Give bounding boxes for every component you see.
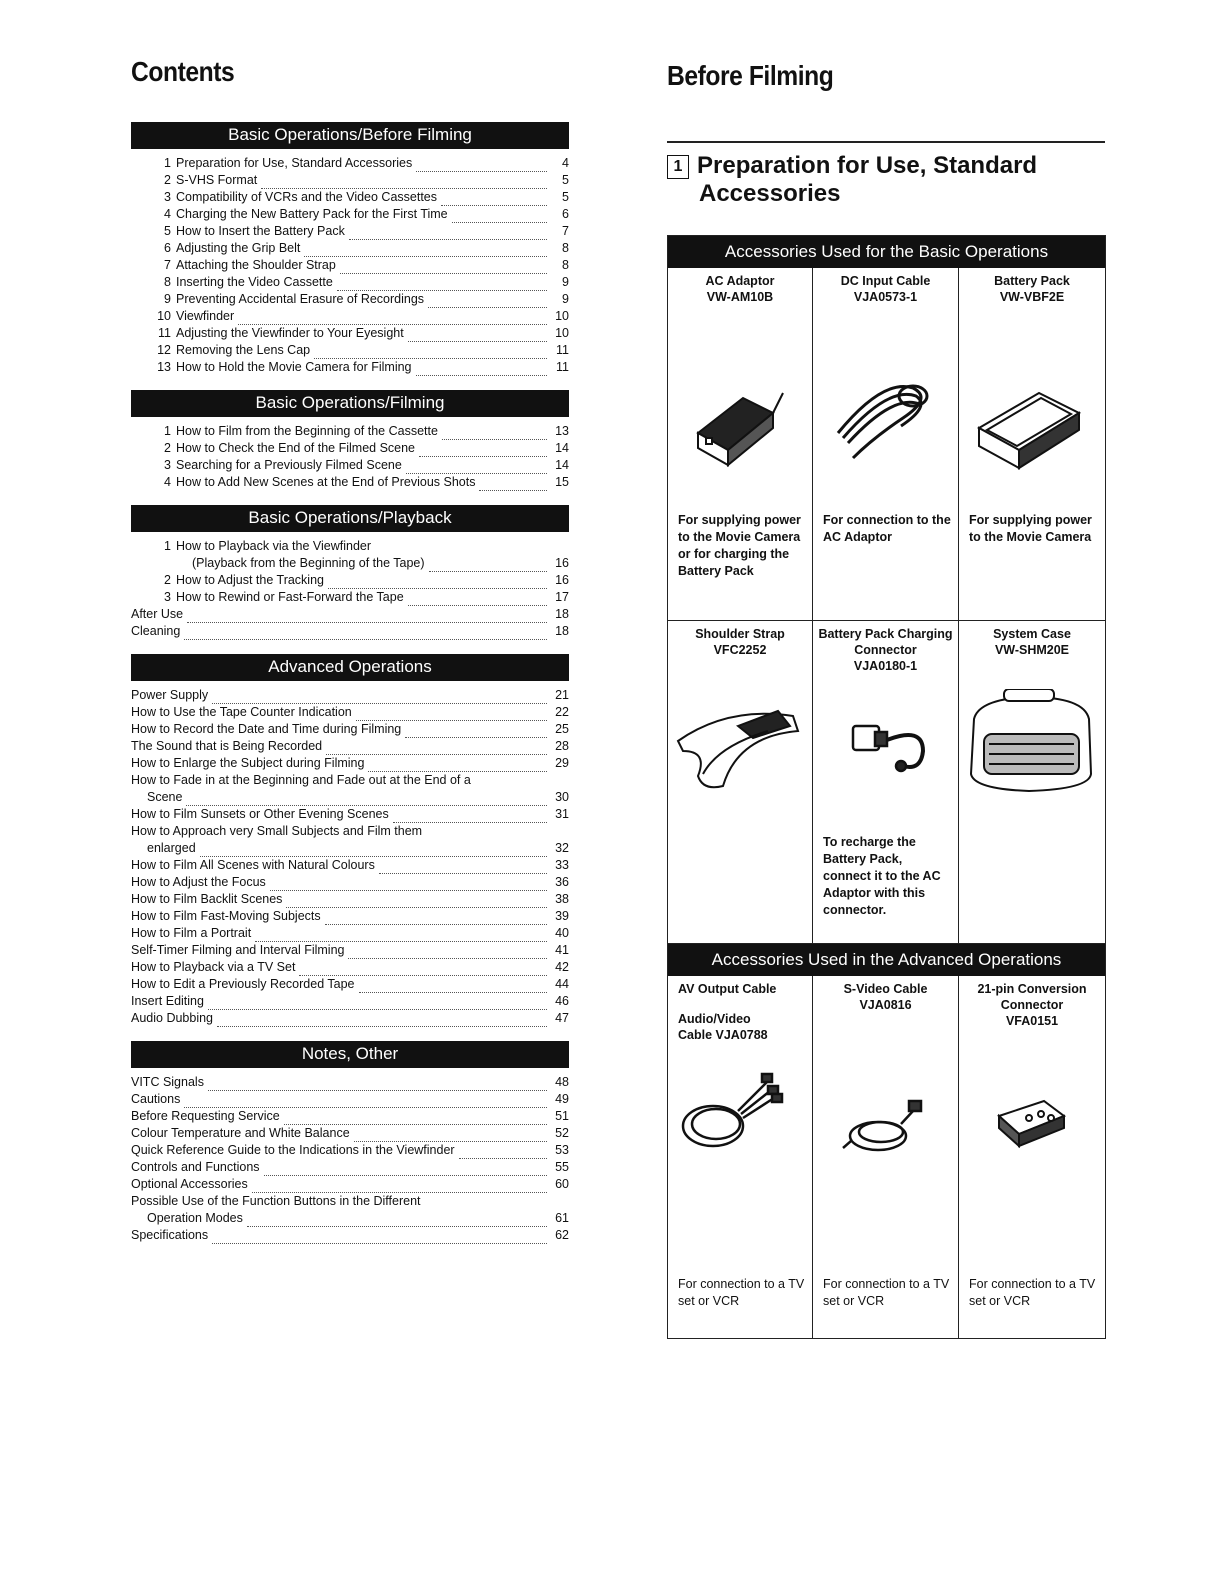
toc-leader-dots: [393, 812, 547, 823]
toc-entry-number: 11: [158, 326, 171, 340]
accessory-name: S-Video Cable: [843, 982, 928, 996]
toc-entry-title: How to Edit a Previously Recorded Tape: [131, 977, 355, 991]
toc-entry-title: How to Use the Tape Counter Indication: [131, 705, 352, 719]
toc-entry-title: The Sound that is Being Recorded: [131, 739, 323, 753]
toc-entry-number: 2: [164, 573, 171, 587]
toc-entry-number: 10: [157, 309, 171, 323]
toc-leader-dots: [416, 365, 548, 376]
accessory-model: Audio/Video Cable VJA0788: [678, 1012, 768, 1042]
toc-entry: [131, 772, 569, 789]
toc-entry: [131, 976, 569, 993]
section-title-line2: Accessories: [699, 180, 841, 207]
toc-entry-title: Compatibility of VCRs and the Video Cassettes: [176, 190, 438, 204]
toc-leader-dots: [442, 429, 547, 440]
accessory-description: To recharge the Battery Pack, connect it to the AC Adaptor with this connector.: [823, 835, 941, 917]
toc-entry: [131, 440, 569, 457]
toc-entry-page: 21: [555, 688, 569, 702]
toc-entry-page: 10: [555, 326, 569, 340]
toc-entry-title: How to Playback via the Viewfinder: [176, 539, 372, 553]
toc-entry: [131, 908, 569, 925]
toc-entry: [131, 172, 569, 189]
toc-sections: [131, 122, 569, 1244]
toc-leader-dots: [325, 914, 547, 925]
toc-entry-page: 5: [562, 190, 569, 204]
toc-entry-title: How to Enlarge the Subject during Filming: [131, 756, 365, 770]
toc-entry-page: 48: [555, 1075, 569, 1089]
toc-entry-page: 17: [555, 590, 569, 604]
toc-leader-dots: [314, 348, 547, 359]
toc-entry-number: 2: [164, 173, 171, 187]
toc-entry-number: 1: [164, 156, 171, 170]
accessory-cell: [668, 976, 813, 1338]
toc-entry: [131, 457, 569, 474]
toc-entry-continued: [131, 555, 569, 572]
toc-entry: [131, 240, 569, 257]
toc-leader-dots: [452, 212, 547, 223]
toc-leader-dots: [419, 446, 547, 457]
toc-entry: [131, 1159, 569, 1176]
contents-title: Contents: [131, 56, 235, 87]
toc-entry: [131, 206, 569, 223]
toc-leader-dots: [340, 263, 547, 274]
toc-entry-title: Inserting the Video Cassette: [176, 275, 333, 289]
accessory-name: Shoulder Strap: [695, 627, 785, 641]
toc-leader-dots: [284, 1114, 547, 1125]
toc-leader-dots: [270, 880, 547, 891]
toc-entry-title: Specifications: [131, 1228, 209, 1242]
toc-leader-dots: [416, 161, 547, 172]
toc-section-heading: Advanced Operations: [131, 654, 569, 681]
accessory-cell: [668, 620, 813, 943]
toc-leader-dots: [208, 999, 547, 1010]
toc-entry-page: 61: [555, 1211, 569, 1225]
toc-section-heading: Basic Operations/Filming: [131, 390, 569, 417]
toc-entry-number: 2: [164, 441, 171, 455]
toc-section-heading: Notes, Other: [131, 1041, 569, 1068]
toc-entry-page: 42: [555, 960, 569, 974]
accessory-name: System Case: [993, 627, 1071, 641]
advanced-accessories-heading: Accessories Used in the Advanced Operations: [668, 943, 1105, 976]
battery-pack-icon: [959, 368, 1105, 478]
toc-entry-page: 49: [555, 1092, 569, 1106]
toc-entry-title: How to Approach very Small Subjects and Film them: [131, 824, 423, 838]
s-video-cable-icon: [813, 1086, 959, 1166]
toc-leader-dots: [379, 863, 547, 874]
toc-entry: [131, 291, 569, 308]
toc-list: [131, 423, 569, 491]
toc-entry-number: 1: [164, 424, 171, 438]
toc-entry-title: Insert Editing: [131, 994, 204, 1008]
toc-entry-number: 4: [164, 475, 171, 489]
toc-leader-dots: [286, 897, 547, 908]
av-cable-icon: [668, 1066, 813, 1156]
title-rule: [667, 141, 1105, 143]
toc-entry: [131, 223, 569, 240]
accessory-name: AV Output Cable: [678, 982, 777, 996]
toc-leader-dots: [247, 1216, 547, 1227]
toc-list: [131, 538, 569, 640]
accessory-description: For connection to a TV set or VCR: [823, 1277, 950, 1308]
toc-entry-page: 53: [555, 1143, 569, 1157]
toc-entry-title: Power Supply: [131, 688, 209, 702]
toc-entry-page: 7: [562, 224, 569, 238]
accessory-cell: [959, 976, 1105, 1338]
accessory-model: VFA0151: [1005, 1014, 1059, 1028]
toc-entry-continued: [131, 1210, 569, 1227]
toc-leader-dots: [304, 246, 547, 257]
accessory-description: For connection to a TV set or VCR: [678, 1277, 805, 1308]
toc-entry: [131, 257, 569, 274]
shoulder-strap-icon: [668, 696, 813, 796]
toc-entry: [131, 738, 569, 755]
toc-entry-page: 4: [562, 156, 569, 170]
toc-leader-dots: [408, 595, 547, 606]
toc-leader-dots: [328, 578, 547, 589]
toc-leader-dots: [479, 480, 547, 491]
toc-entry-continued: [131, 840, 569, 857]
toc-entry-title-cont: Operation Modes: [147, 1211, 243, 1225]
accessory-model: VJA0180-1: [853, 659, 918, 673]
advanced-row: [668, 976, 1105, 1338]
toc-entry: [131, 687, 569, 704]
toc-leader-dots: [261, 178, 547, 189]
toc-entry: [131, 474, 569, 491]
toc-entry-page: 9: [562, 275, 569, 289]
accessory-cell: [813, 620, 959, 943]
toc-entry-page: 28: [555, 739, 569, 753]
toc-leader-dots: [212, 693, 547, 704]
toc-entry-title: Cleaning: [131, 624, 181, 638]
toc-entry-page: 25: [555, 722, 569, 736]
toc-entry: [131, 342, 569, 359]
toc-leader-dots: [184, 1097, 547, 1108]
toc-entry-page: 32: [555, 841, 569, 855]
toc-entry-number: 3: [164, 458, 171, 472]
accessory-description: For supplying power to the Movie Camera or for charging the Battery Pack: [678, 513, 801, 578]
toc-leader-dots: [299, 965, 547, 976]
accessory-name: 21-pin Conversion Connector: [977, 982, 1087, 1012]
basic-accessories-heading: Accessories Used for the Basic Operations: [668, 236, 1105, 268]
toc-entry-number: 8: [164, 275, 171, 289]
toc-entry-title: Preventing Accidental Erasure of Recordings: [176, 292, 425, 306]
toc-entry-title: How to Check the End of the Filmed Scene: [176, 441, 416, 455]
toc-entry: [131, 623, 569, 640]
accessory-model: VFC2252: [713, 643, 767, 657]
toc-entry: [131, 325, 569, 342]
toc-entry: [131, 1010, 569, 1027]
toc-entry-page: 39: [555, 909, 569, 923]
toc-leader-dots: [186, 795, 547, 806]
toc-entry-title-cont: Scene: [147, 790, 183, 804]
toc-entry-page: 18: [555, 607, 569, 621]
toc-leader-dots: [187, 612, 547, 623]
toc-entry-title: How to Record the Date and Time during Filming: [131, 722, 402, 736]
toc-leader-dots: [255, 931, 547, 942]
accessory-description: For connection to a TV set or VCR: [969, 1277, 1096, 1308]
toc-list: [131, 687, 569, 1027]
accessories-table: [667, 235, 1106, 1339]
toc-entry-page: 10: [555, 309, 569, 323]
toc-entry-page: 6: [562, 207, 569, 221]
toc-entry-page: 31: [555, 807, 569, 821]
scart-connector-icon: [959, 1086, 1105, 1156]
toc-entry-number: 4: [164, 207, 171, 221]
section-title-line1: Preparation for Use, Standard: [697, 152, 1038, 179]
toc-entry-number: 1: [164, 539, 171, 553]
toc-entry: [131, 274, 569, 291]
toc-entry-number: 6: [164, 241, 171, 255]
toc-entry-title: Possible Use of the Function Buttons in the Different: [131, 1194, 421, 1208]
toc-entry-page: 16: [555, 573, 569, 587]
toc-entry-title: After Use: [131, 607, 184, 621]
toc-entry-title: Controls and Functions: [131, 1160, 260, 1174]
toc-entry-number: 9: [164, 292, 171, 306]
toc-entry-title: How to Film from the Beginning of the Cassette: [176, 424, 438, 438]
toc-leader-dots: [326, 744, 547, 755]
toc-leader-dots: [406, 463, 547, 474]
toc-leader-dots: [200, 846, 547, 857]
toc-entry-title: Attaching the Shoulder Strap: [176, 258, 336, 272]
system-case-icon: [959, 689, 1105, 799]
accessory-description: For connection to the AC Adaptor: [823, 513, 951, 544]
toc-entry-title: How to Playback via a TV Set: [131, 960, 296, 974]
toc-leader-dots: [428, 297, 547, 308]
toc-entry-page: 41: [555, 943, 569, 957]
page-title: Before Filming: [667, 60, 834, 91]
section-number: 1: [667, 155, 689, 179]
toc-leader-dots: [368, 761, 547, 772]
accessory-cell: [959, 620, 1105, 943]
toc-entry: [131, 606, 569, 623]
toc-entry-title: How to Fade in at the Beginning and Fade out at the End of a: [131, 773, 471, 787]
toc-leader-dots: [459, 1148, 547, 1159]
toc-entry: [131, 721, 569, 738]
toc-entry-page: 40: [555, 926, 569, 940]
before-filming-column: [667, 60, 1105, 92]
toc-entry-page: 8: [562, 241, 569, 255]
toc-entry: [131, 704, 569, 721]
toc-leader-dots: [217, 1016, 547, 1027]
toc-entry: [131, 755, 569, 772]
toc-entry-title: How to Adjust the Tracking: [176, 573, 324, 587]
toc-entry-page: 14: [555, 441, 569, 455]
toc-entry: [131, 423, 569, 440]
toc-entry-page: 47: [555, 1011, 569, 1025]
toc-entry-page: 14: [555, 458, 569, 472]
accessory-name: AC Adaptor: [705, 274, 775, 288]
toc-entry-title: How to Add New Scenes at the End of Previous Shots: [176, 475, 476, 489]
toc-entry-page: 30: [555, 790, 569, 804]
accessory-description: For supplying power to the Movie Camera: [969, 513, 1092, 544]
toc-section-heading: Basic Operations/Playback: [131, 505, 569, 532]
toc-entry: [131, 1227, 569, 1244]
toc-entry: [131, 993, 569, 1010]
accessory-cell: [668, 268, 813, 620]
toc-entry-page: 13: [555, 424, 569, 438]
toc-leader-dots: [238, 314, 547, 325]
toc-entry-page: 44: [555, 977, 569, 991]
toc-entry-number: 7: [164, 258, 171, 272]
toc-list: [131, 155, 569, 376]
accessory-cell: [813, 976, 959, 1338]
toc-entry-title: How to Film Sunsets or Other Evening Scenes: [131, 807, 389, 821]
charging-connector-icon: [813, 706, 959, 786]
toc-entry: [131, 1108, 569, 1125]
accessory-model: VW-VBF2E: [999, 290, 1065, 304]
accessory-name: Battery Pack: [994, 274, 1070, 288]
toc-section-heading: Basic Operations/Before Filming: [131, 122, 569, 149]
toc-entry: [131, 1193, 569, 1210]
accessory-model: VJA0573-1: [853, 290, 918, 304]
toc-entry-title: How to Film Fast-Moving Subjects: [131, 909, 321, 923]
toc-entry-title: How to Film Backlit Scenes: [131, 892, 283, 906]
toc-entry-continued: [131, 789, 569, 806]
toc-leader-dots: [354, 1131, 547, 1142]
toc-entry-page: 52: [555, 1126, 569, 1140]
toc-entry: [131, 857, 569, 874]
toc-entry-page: 55: [555, 1160, 569, 1174]
toc-entry: [131, 308, 569, 325]
toc-entry: [131, 891, 569, 908]
toc-entry-title: Searching for a Previously Filmed Scene: [176, 458, 402, 472]
toc-entry-title: Charging the New Battery Pack for the First Time: [176, 207, 448, 221]
toc-entry: [131, 925, 569, 942]
toc-entry: [131, 874, 569, 891]
toc-leader-dots: [252, 1182, 547, 1193]
toc-entry: [131, 942, 569, 959]
toc-entry-page: 11: [556, 360, 569, 374]
accessory-model: VW-AM10B: [706, 290, 774, 304]
toc-leader-dots: [184, 629, 547, 640]
toc-entry-page: 22: [555, 705, 569, 719]
toc-leader-dots: [429, 561, 547, 572]
toc-entry-title: Adjusting the Grip Belt: [176, 241, 301, 255]
toc-entry: [131, 1091, 569, 1108]
toc-entry-title: How to Film a Portrait: [131, 926, 252, 940]
toc-entry-number: 3: [164, 590, 171, 604]
toc-entry-page: 15: [555, 475, 569, 489]
toc-entry-title-cont: (Playback from the Beginning of the Tape): [192, 556, 425, 570]
toc-entry-title: Cautions: [131, 1092, 181, 1106]
toc-entry-title: Removing the Lens Cap: [176, 343, 311, 357]
toc-entry-title: How to Film All Scenes with Natural Colours: [131, 858, 375, 872]
toc-entry: [131, 823, 569, 840]
toc-entry-page: 33: [555, 858, 569, 872]
accessory-model: VJA0816: [859, 998, 912, 1012]
toc-entry-page: 11: [556, 343, 569, 357]
accessory-cell: [813, 268, 959, 620]
ac-adaptor-icon: [668, 368, 813, 478]
toc-entry: [131, 1074, 569, 1091]
toc-entry-page: 62: [555, 1228, 569, 1242]
toc-leader-dots: [405, 727, 547, 738]
toc-entry: [131, 1142, 569, 1159]
toc-list: [131, 1074, 569, 1244]
toc-leader-dots: [337, 280, 547, 291]
toc-entry: [131, 806, 569, 823]
toc-entry-number: 12: [157, 343, 171, 357]
toc-entry-number: 5: [164, 224, 171, 238]
toc-entry: [131, 155, 569, 172]
basic-row-1: [668, 268, 1105, 620]
toc-entry-page: 18: [555, 624, 569, 638]
toc-entry: [131, 589, 569, 606]
toc-entry-title: Optional Accessories: [131, 1177, 248, 1191]
toc-leader-dots: [349, 229, 547, 240]
toc-entry-title: Adjusting the Viewfinder to Your Eyesight: [176, 326, 404, 340]
toc-entry-title: S-VHS Format: [176, 173, 258, 187]
toc-entry-title: Before Requesting Service: [131, 1109, 280, 1123]
toc-entry: [131, 572, 569, 589]
accessory-name: Battery Pack Charging Connector: [818, 627, 953, 657]
toc-leader-dots: [408, 331, 547, 342]
accessory-model: VW-SHM20E: [994, 643, 1070, 657]
toc-leader-dots: [356, 710, 547, 721]
toc-entry-title: Quick Reference Guide to the Indications in the Viewfinder: [131, 1143, 455, 1157]
toc-leader-dots: [441, 195, 547, 206]
contents-column: [131, 56, 569, 1258]
toc-entry-page: 16: [555, 556, 569, 570]
toc-entry: [131, 189, 569, 206]
toc-entry-number: 3: [164, 190, 171, 204]
toc-leader-dots: [208, 1080, 547, 1091]
toc-entry: [131, 1125, 569, 1142]
toc-entry-page: 51: [555, 1109, 569, 1123]
toc-entry-title: Viewfinder: [176, 309, 235, 323]
toc-entry-title: How to Insert the Battery Pack: [176, 224, 345, 238]
toc-entry-title: VITC Signals: [131, 1075, 204, 1089]
toc-entry-page: 36: [555, 875, 569, 889]
toc-leader-dots: [264, 1165, 547, 1176]
dc-cable-icon: [813, 358, 959, 478]
toc-entry-title: Audio Dubbing: [131, 1011, 214, 1025]
toc-entry-title: How to Adjust the Focus: [131, 875, 266, 889]
toc-entry: [131, 359, 569, 376]
toc-entry-title: How to Hold the Movie Camera for Filming: [176, 360, 412, 374]
section-title: [667, 152, 1107, 208]
toc-entry-title: Preparation for Use, Standard Accessories: [176, 156, 413, 170]
toc-entry-number: 13: [157, 360, 171, 374]
toc-entry-title: How to Rewind or Fast-Forward the Tape: [176, 590, 404, 604]
toc-entry-page: 9: [562, 292, 569, 306]
toc-entry-page: 38: [555, 892, 569, 906]
toc-entry-title: Self-Timer Filming and Interval Filming: [131, 943, 345, 957]
toc-entry-page: 5: [562, 173, 569, 187]
toc-entry-page: 60: [555, 1177, 569, 1191]
toc-leader-dots: [348, 948, 547, 959]
toc-entry: [131, 1176, 569, 1193]
accessory-cell: [959, 268, 1105, 620]
toc-entry-title-cont: enlarged: [147, 841, 196, 855]
accessory-name: DC Input Cable: [840, 274, 931, 288]
toc-entry-page: 29: [555, 756, 569, 770]
toc-leader-dots: [212, 1233, 547, 1244]
toc-entry-page: 46: [555, 994, 569, 1008]
toc-entry: [131, 538, 569, 555]
toc-leader-dots: [359, 982, 548, 993]
toc-entry-page: 8: [562, 258, 569, 272]
basic-row-2: [668, 620, 1105, 943]
toc-entry: [131, 959, 569, 976]
toc-entry-title: Colour Temperature and White Balance: [131, 1126, 350, 1140]
